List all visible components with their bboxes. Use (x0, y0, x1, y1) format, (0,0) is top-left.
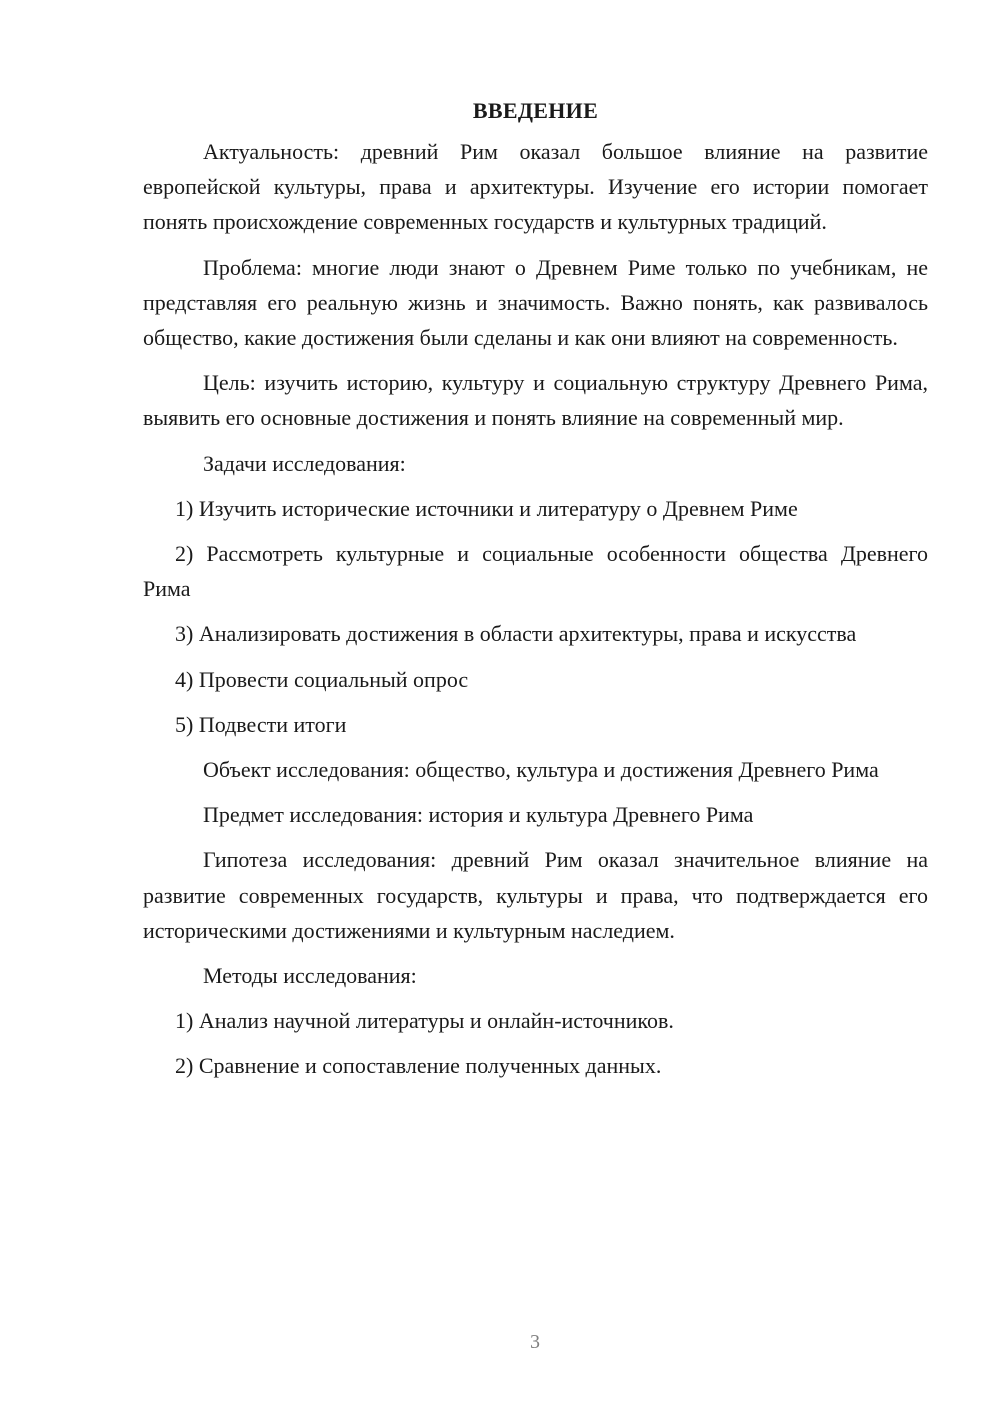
list-item-method-2: 2) Сравнение и сопоставление полученных данных. (175, 1053, 662, 1079)
paragraph-problem: Проблема: многие люди знают о Древнем Риме только по учебникам, не представляя его реальную жизнь и значимость. Важно понять, как развивалось общество, какие достижения были сделаны и как они влияют на современность. (143, 254, 928, 351)
paragraph-methods-heading: Методы исследования: (203, 963, 417, 989)
paragraph-tasks-heading: Задачи исследования: (203, 450, 406, 476)
section-title: ВВЕДЕНИЕ (472, 98, 599, 123)
document-page (143, 94, 928, 1094)
paragraph-subject: Предмет исследования: история и культура Древнего Рима (203, 802, 754, 828)
page-number: 3 (530, 1331, 540, 1353)
paragraph-object: Объект исследования: общество, культура и достижения Древнего Рима (203, 757, 879, 783)
list-item-task-2: 2) Рассмотреть культурные и социальные особенности общества Древнего Рима (143, 541, 928, 602)
list-item-task-4: 4) Провести социальный опрос (175, 666, 469, 692)
list-item-task-5: 5) Подвести итоги (175, 711, 347, 737)
list-item-task-1: 1) Изучить исторические источники и литературу о Древнем Риме (175, 495, 798, 521)
paragraph-goal: Цель: изучить историю, культуру и социальную структуру Древнего Рима, выявить его основные достижения и понять влияние на современный мир. (143, 370, 928, 431)
list-item-task-3: 3) Анализировать достижения в области архитектуры, права и искусства (175, 621, 857, 647)
paragraph-relevance: Актуальность: древний Рим оказал большое влияние на развитие европейской культуры, права и архитектуры. Изучение его истории помогает понять происхождение современных государств и культурных традиций. (143, 139, 928, 235)
paragraph-hypothesis: Гипотеза исследования: древний Рим оказал значительное влияние на развитие современных государств, культуры и права, что подтверждается его историческими достижениями и культурным наследием. (143, 847, 928, 943)
list-item-method-1: 1) Анализ научной литературы и онлайн-источников. (175, 1008, 674, 1034)
